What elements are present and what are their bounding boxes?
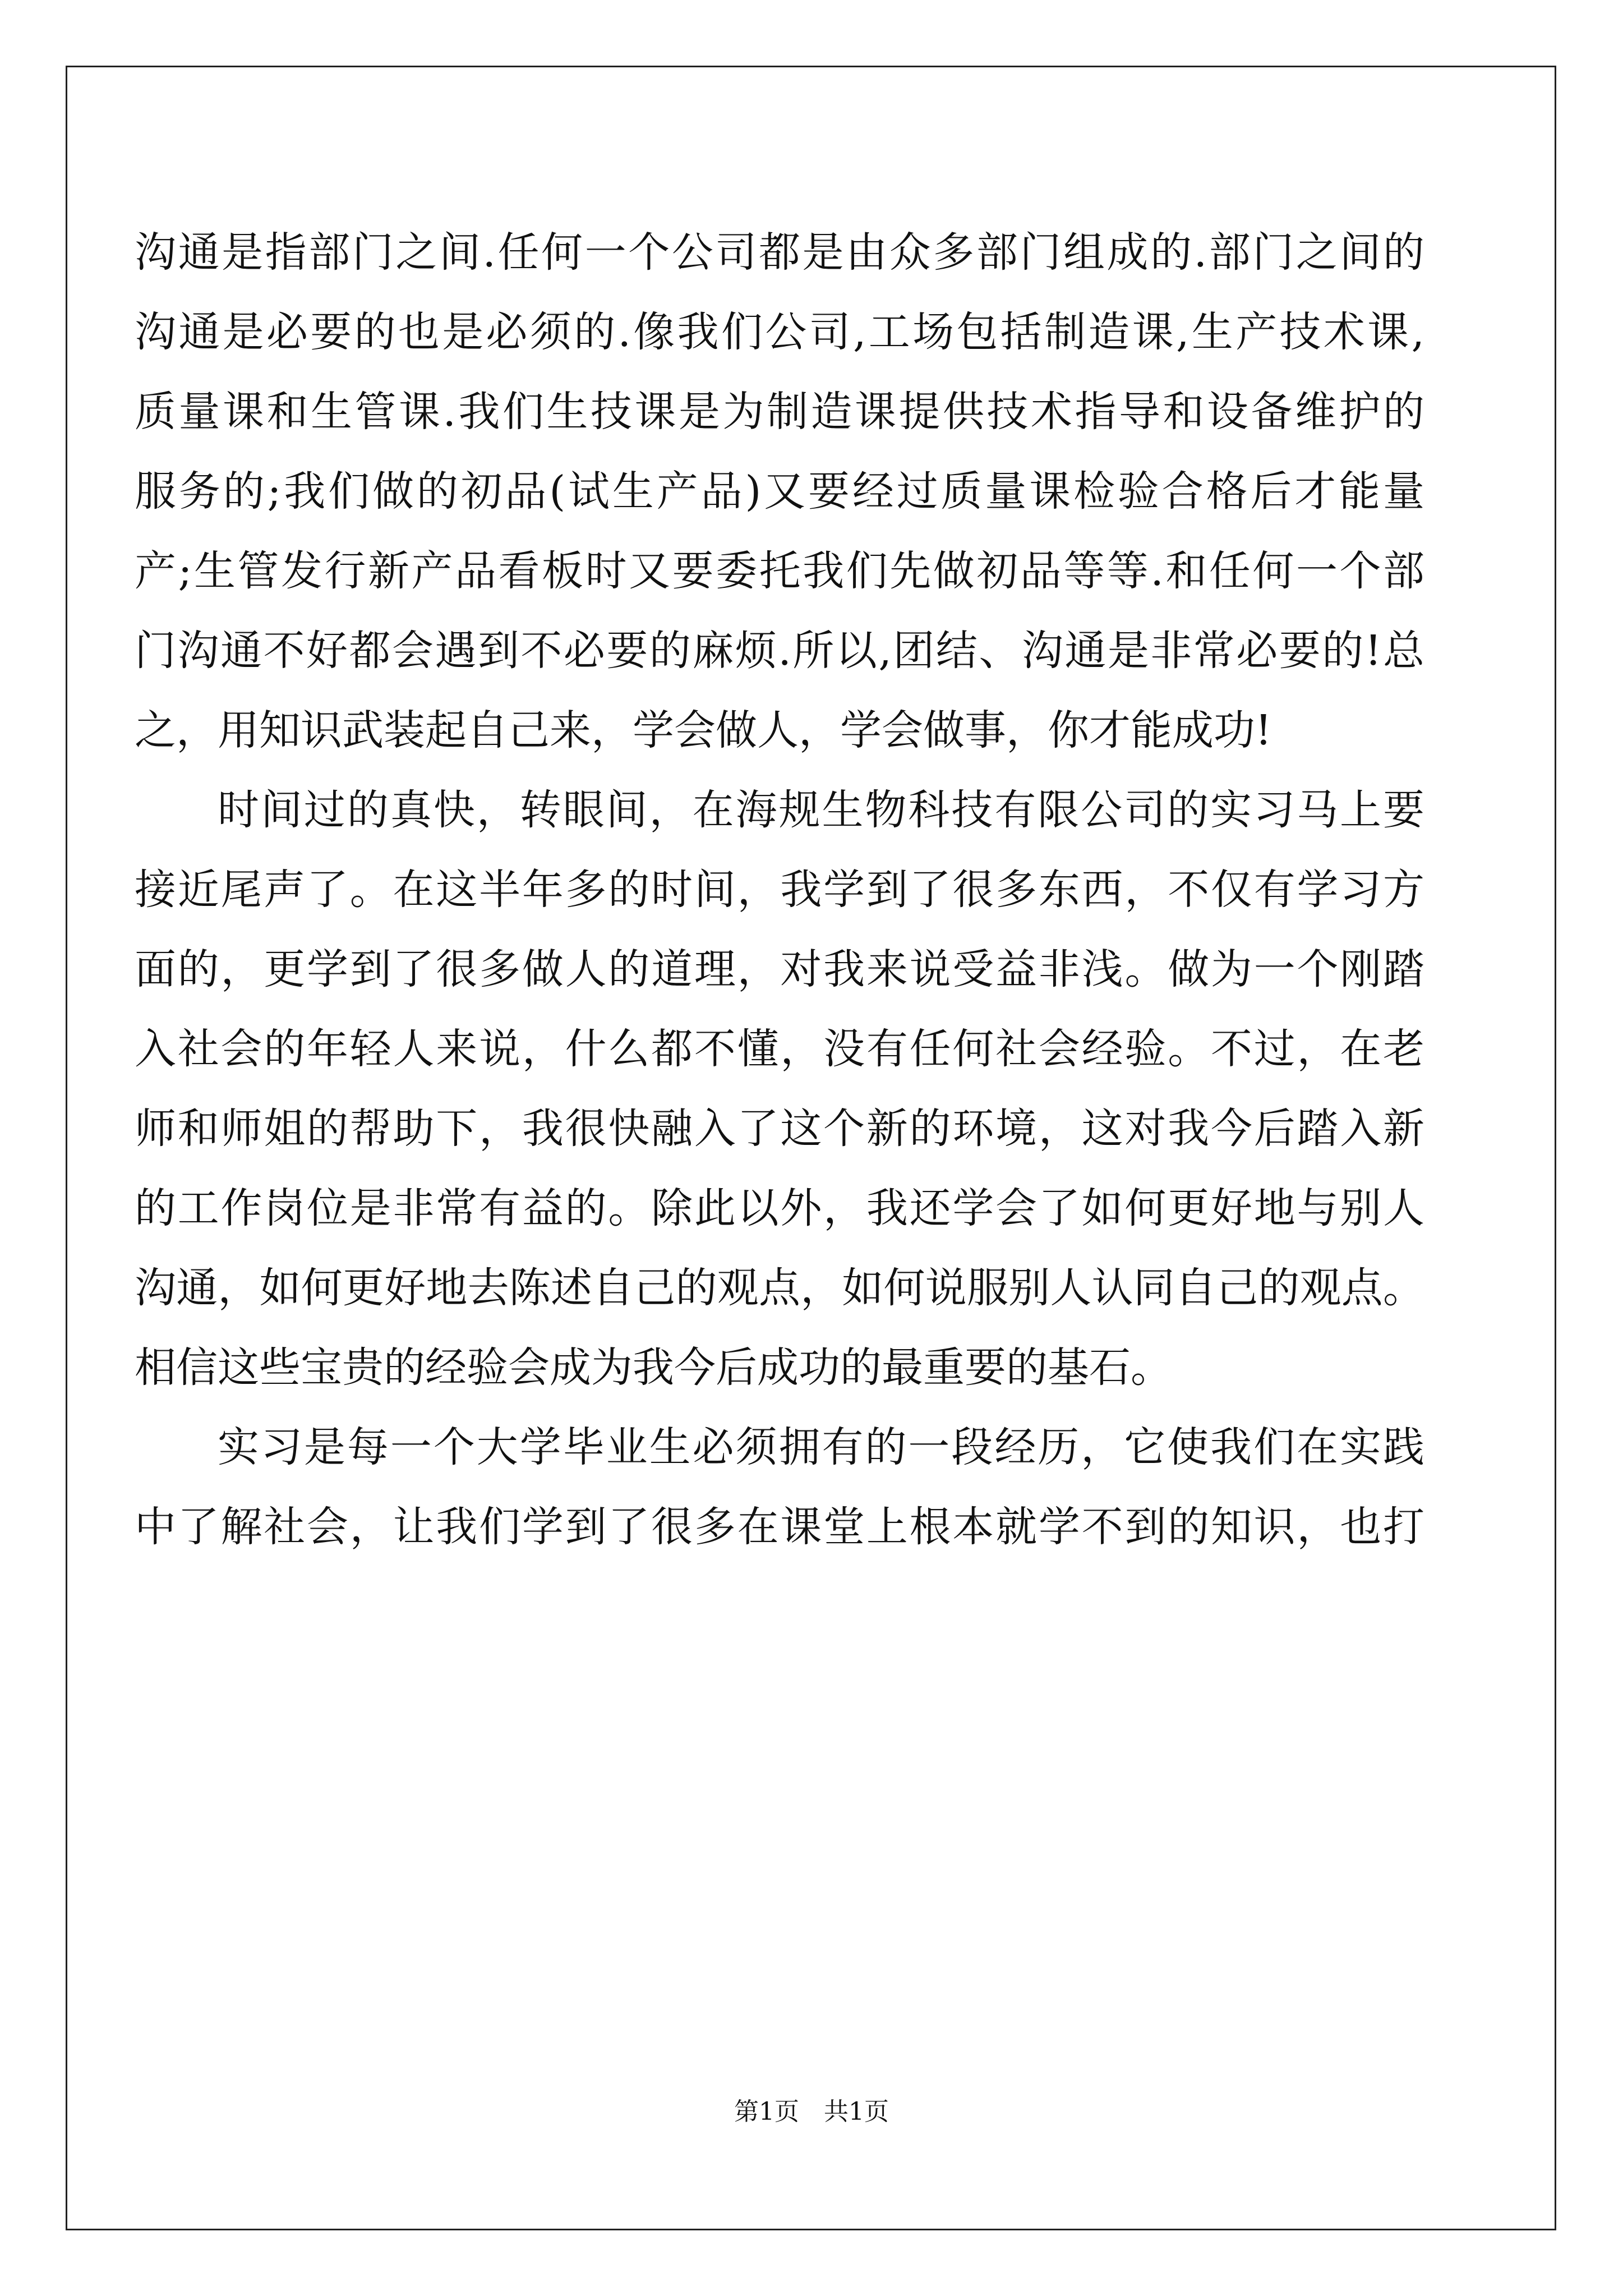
text-line: 的工作岗位是非常有益的。除此以外，我还学会了如何更好地与别人	[135, 1184, 1424, 1232]
text-line: 产;生管发行新产品看板时又要委托我们先做初品等等.和任何一个部	[135, 547, 1424, 595]
text-line: 门沟通不好都会遇到不必要的麻烦.所以,团结、沟通是非常必要的!总	[135, 627, 1424, 675]
text-line: 服务的;我们做的初品(试生产品)又要经过质量课检验合格后才能量	[135, 467, 1424, 516]
text-line: 之，用知识武装起自己来，学会做人，学会做事，你才能成功!	[135, 706, 1272, 754]
paragraph-first-line: 实习是每一个大学毕业生必须拥有的一段经历，它使我们在实践	[218, 1423, 1424, 1471]
text-line: 沟通是必要的也是必须的.像我们公司,工场包括制造课,生产技术课,	[135, 308, 1424, 356]
text-line: 师和师姐的帮助下，我很快融入了这个新的环境，这对我今后踏入新	[135, 1105, 1424, 1153]
text-line: 中了解社会，让我们学到了很多在课堂上根本就学不到的知识，也打	[135, 1503, 1424, 1551]
text-line: 面的，更学到了很多做人的道理，对我来说受益非浅。做为一个刚踏	[135, 945, 1424, 993]
text-line: 相信这些宝贵的经验会成为我今后成功的最重要的基石。	[135, 1343, 1172, 1392]
text-line: 入社会的年轻人来说，什么都不懂，没有任何社会经验。不过，在老	[135, 1025, 1424, 1073]
text-line: 沟通是指部门之间.任何一个公司都是由众多部门组成的.部门之间的	[135, 228, 1424, 277]
page-number-footer: 第1页 共1页	[734, 2097, 889, 2126]
text-line: 质量课和生管课.我们生技课是为制造课提供技术指导和设备维护的	[135, 388, 1424, 436]
text-line: 接近尾声了。在这半年多的时间，我学到了很多东西，不仅有学习方	[135, 866, 1424, 914]
paragraph-first-line: 时间过的真快，转眼间，在海规生物科技有限公司的实习马上要	[218, 786, 1424, 834]
text-line: 沟通，如何更好地去陈述自己的观点，如何说服别人认同自己的观点。	[135, 1264, 1424, 1312]
